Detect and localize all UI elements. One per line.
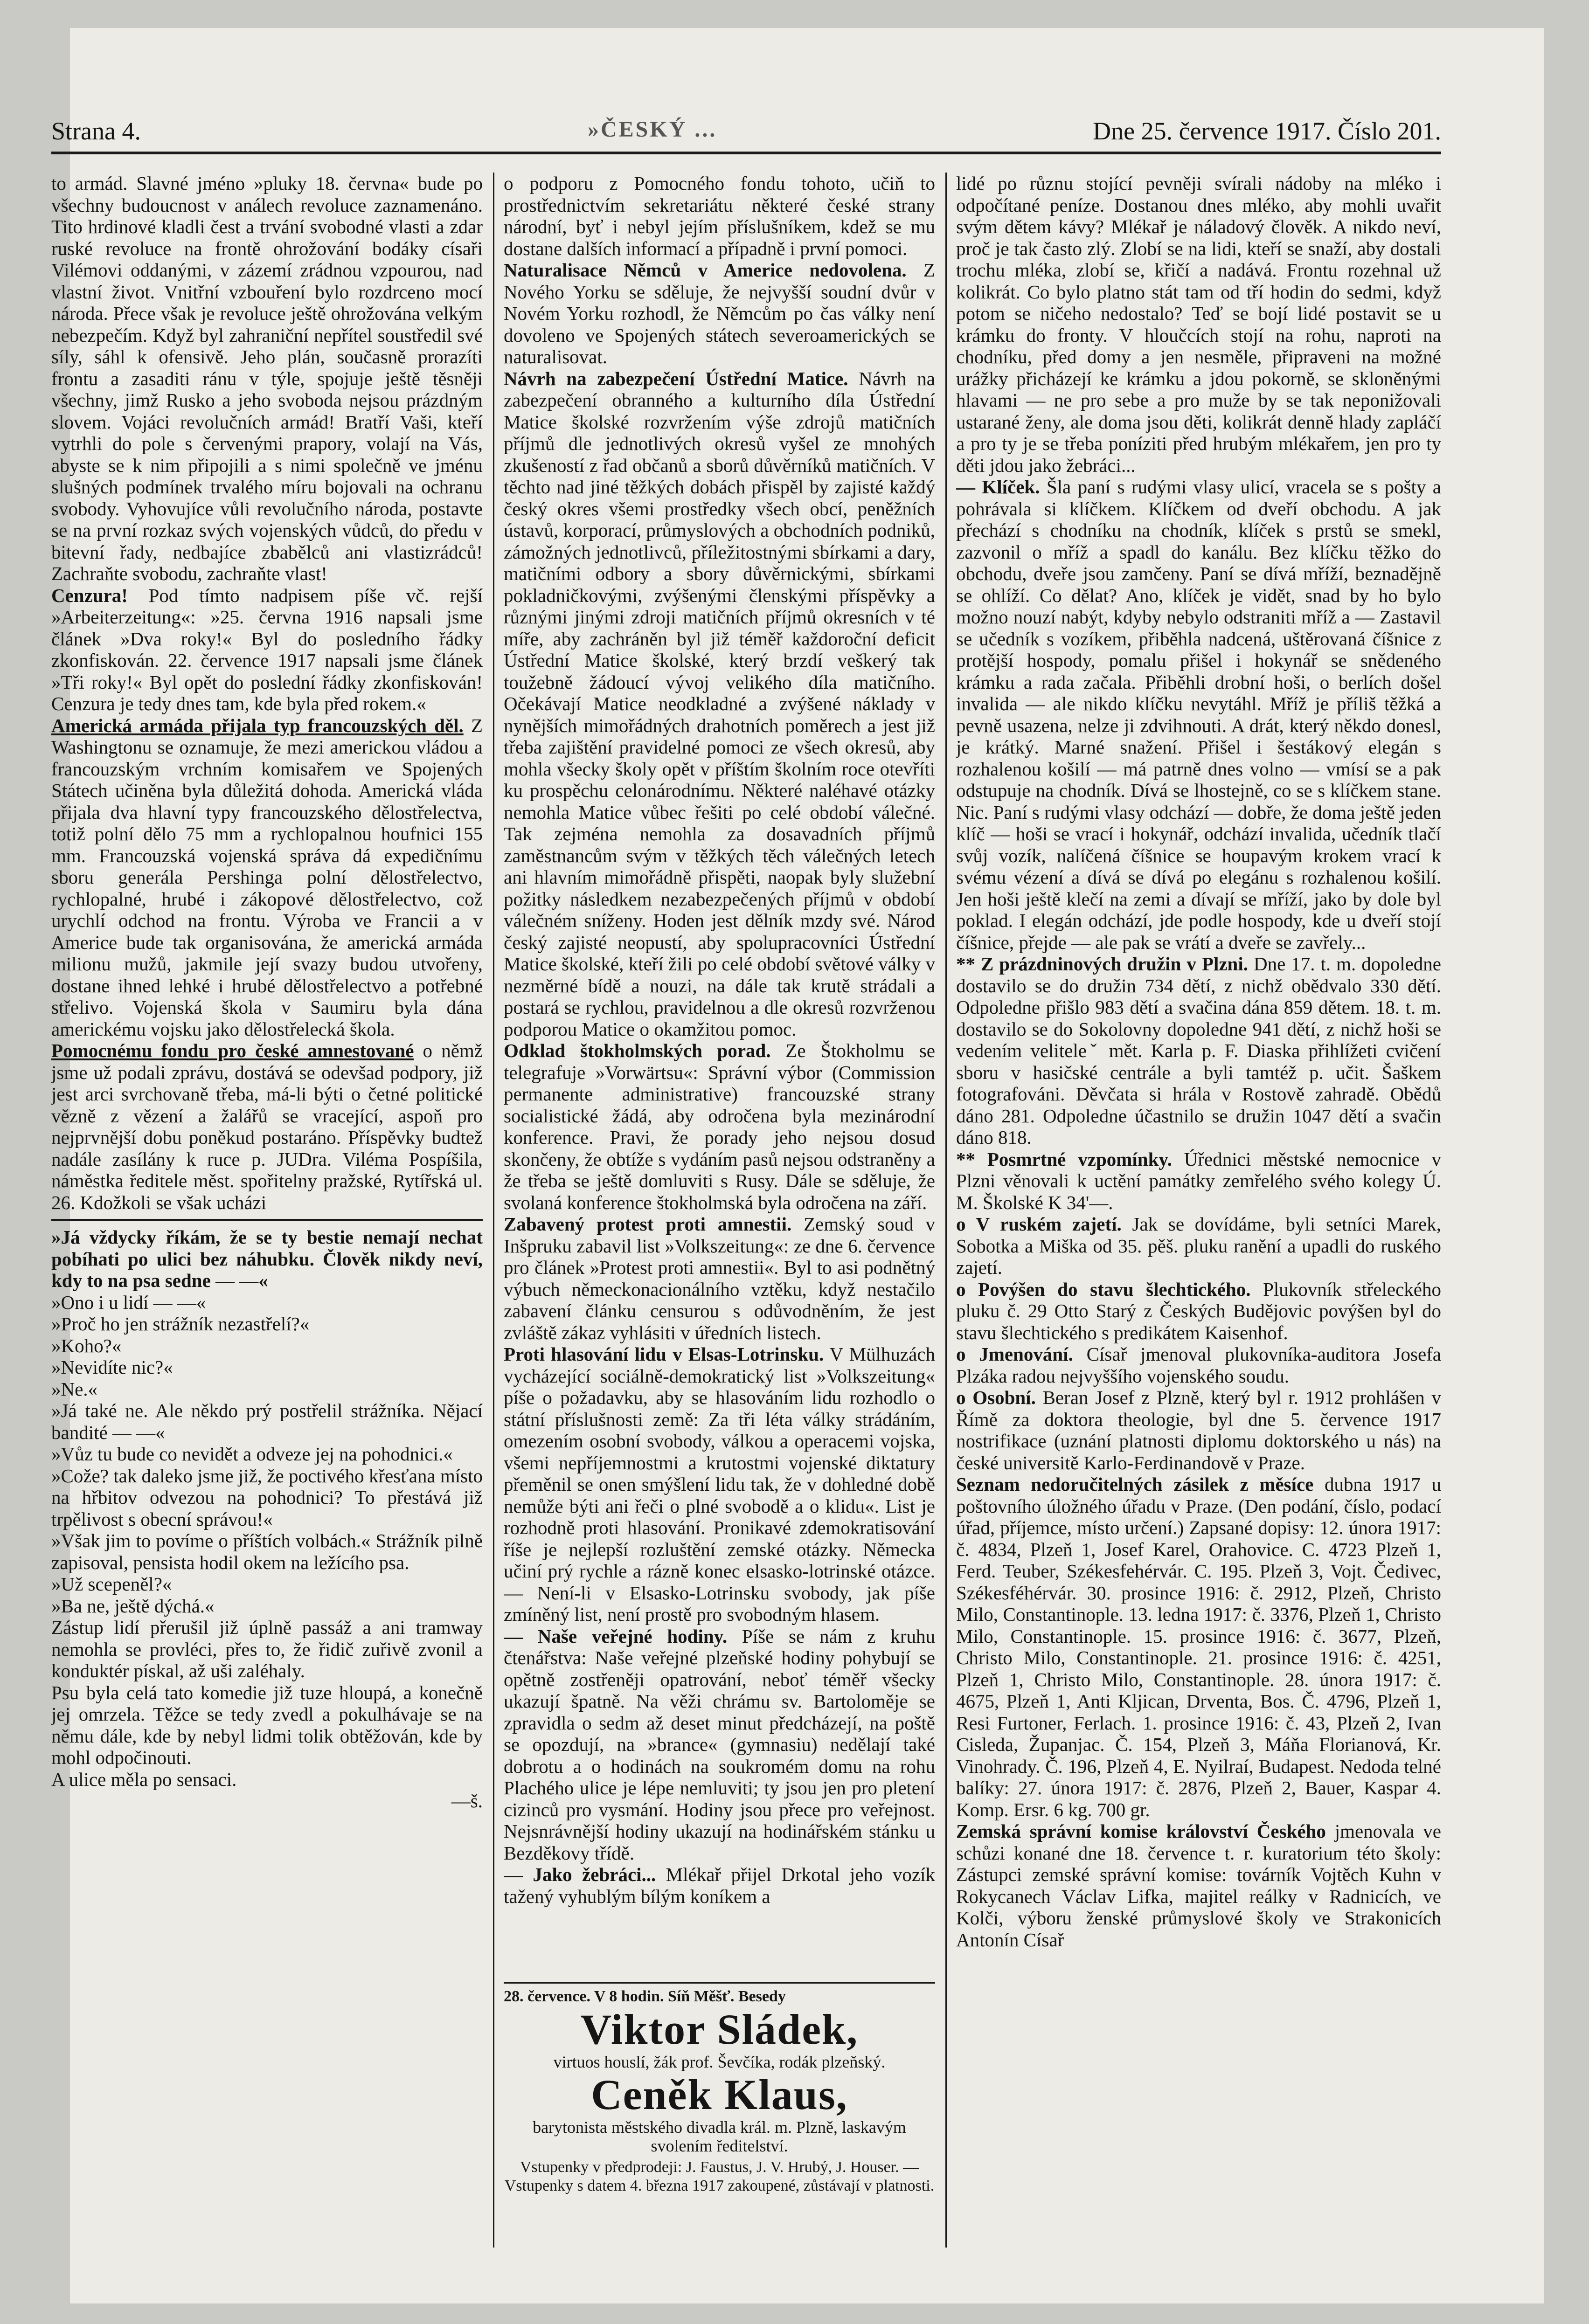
- story-line: »Ba ne, ještě dýchá.«: [51, 1595, 215, 1617]
- article-text: Plukovník střeleckého pluku č. 29 Otto Starý z Českých Budějovic povýšen byl do stavu šlechtického s predikátem Kaisenhof.: [956, 1278, 1441, 1343]
- column-divider: [945, 173, 947, 2248]
- article-title: — Jako žebráci...: [504, 1864, 656, 1885]
- story-line: A ulice měla po sensaci.: [51, 1768, 237, 1790]
- article-text: Zemský soud v Inšpruku zabavil list »Volkszeitung«: ze dne 6. července pro článek »Protest proti amnestii«. Byl to asi podnětný výbuch německonacionálního vztěku, když nestačilo zabavení článku censurou s odůvodněním, že jest zvláště zákaz vyhlásiti v úředních listech.: [504, 1213, 935, 1343]
- masthead-title: »ČESKÝ ...: [588, 117, 717, 142]
- article-text: Pod tímto nadpisem píše vč. rejší »Arbeiterzeitung«: »25. června 1916 napsali jsme článek »Dva roky!« Byl do posledního řádky zkonfiskován. 22. července 1917 napsali jsme článek »Tři roky!« Byl opět do poslední řádky zkonfiskován! Cenzura je tedy dnes tam, kde byla před rokem.«: [51, 584, 483, 714]
- story-line: »Cože? tak daleko jsme již, že poctivého křesťana místo na hřbitov odvezou na pohodnici? To přestává již trpělivost s obecní správou!«: [51, 1465, 483, 1530]
- ad-tickets: Vstupenky v předprodeji: J. Faustus, J. V. Hrubý, J. Houser. — Vstupenky s datem 4. března 1917 zakoupené, zůstávají v platnosti.: [504, 2158, 935, 2194]
- article-text: to armád. Slavné jméno »pluky 18. června« bude po všechny budoucnost v análech revoluce zaznamenáno. Tito hrdinové kladli čest a trvání svobodné vlasti a zdar ruské revoluce na frontě ohrožování bodáky císaři Vilémovi oddanými, v zázemí zrádnou vzpourou, nad vlastní život. Vnitřní vzbouření bylo rozdrceno mocí národa. Přece však je revoluce ještě ohrožována velkým nebezpečím. Když byl zahraniční nepřítel soustředil své síly, sáhl k ofensivě. Jeho plán, současně prorazíti frontu a zasaditi ránu v týle, spojuje ještě těsněji všechny, jimž Rusko a jeho svoboda nejsou prázdným slovem. Vojáci revolučních armád! Bratří Vaši, kteří vytrhli do pole s červenými prapory, volají na Vás, abyste se k nim připojili a s nimi společně ve jménu slušných podmínek trvalého míru bojovali na ochranu svobody. Vyhovujíce vůli revolučního národa, postavte se na první rozkaz svých vojenských vůdců, do předu v bitevní řady, nedbajíce zbabělců ani vlastizrádců! Zachraňte svobodu, zachraňte vlast!: [51, 173, 483, 584]
- article-text: V Mülhuzách vycházející sociálně-demokratický list »Volkszeitung« píše o požadavku, aby se hlasováním lidu rozhodlo o státní příslušnosti země: Za tři léta války strádáním, omezením osobní svobody, válkou a operacemi vojska, všemi nepříjemnostmi a krutostmi vojenské diktatury přeměnil se onen smýšlení lidu tak, že v dohledné době nemůže býti ani řeči o plné svobodě a o klidu«. List je rozhodně proti hlasování. Pronikavé zdemokratisování říše je nejlepší rozluštění zemské otázky. Německa učiní prý rychle a rázně konec elsasko-lotrinské otázce. — Není-li v Elsasko-Lotrinsku svobody, jak píše zmíněný list, není prostě pro svobodným hlasem.: [504, 1343, 935, 1625]
- article-title: Návrh na zabezpečení Ústřední Matice.: [504, 367, 848, 389]
- article-title: Proti hlasování lidu v Elsas-Lotrinsku.: [504, 1343, 824, 1365]
- story-line: »Já vždycky říkám, že se ty bestie nemají nechat pobíhati po ulici bez náhubku. Člověk nikdy neví, kdy to na psa sedne — —«: [51, 1226, 483, 1291]
- column-1: [51, 173, 483, 2248]
- article-title: Zabavený protest proti amnestii.: [504, 1213, 792, 1235]
- article-text: Návrh na zabezpečení obranného a kulturního díla Ústřední Matice školské rozvržením výše zdrojů matičních příjmů dle jednotlivých okresů vyšel ze mnohých zkušeností z řad občanů a sborů důvěrníků matičních. V těchto nad jiné těžkých dobách přispěl by zajisté každý český okres všemi prostředky všech obcí, peněžních ústavů, korporací, průmyslových a obchodních podniků, zámožných jednotlivců, příležitostnými sbírkami a dary, matičními odbory a sbory důvěrnickými, sbírkami pokladničkovými, zvýšenými členskými příspěvky a různými jinými zdroji matičních příjmů okresních v té míře, aby zachráněn byl již téměř každoroční deficit Ústřední Matice školské, který brzdí veškerý tak toužebně žádoucí vývoj velikého díla matičního. Očekávají Matice neodkladné a zvýšené náklady v nynějších mimořádných drahotních poměrech a jest již třeba zajištění pravidelné pomoci ze všech okresů, aby mohla všecky školy opět v příštím školním roce otevříti ku prospěchu celonárodnímu. Některé naléhavé otázky nemohla Matice vůbec řešiti po celé období válečné. Tak zejména nemohla za dosavadních příjmů zaměstnancům svým v těžkých těch válečných letech ani hlavním mimořádně přispěti, naopak byly služební požitky následkem nezabezpečených příjmů v období válečném sníženy. Hoden jest dělník mzdy své. Národ český zajisté neopustí, aby spolupracovníci Ústřední Matice školské, kteří žili po celé období světové války v nezměrné bídě a nouzi, na dále tak krutě strádali a postará se rychlou, pravidelnou a dle okresů rozvrženou podporou Matice o okamžitou pomoc.: [504, 367, 935, 1040]
- article-text: Šla paní s rudými vlasy ulicí, vracela se s pošty a pohrávala si klíčkem. Klíčkem od dveří obchodu. A jak přechází s chodníku na chodník, klíček s prstů se smekl, zazvonil o mříž a spadl do kanálu. Bez klíčku těžko do obchodu, dveře jsou zamčeny. Paní se dívá mříží, beznadějně se ohlíží. Co dělat? Ano, klíček je vidět, snad by ho bylo možno nouzí nabýt, kdyby nebylo odstraniti mříž a — Zastavil se učedník s vozíkem, přiběhla nadcená, uštěrovaná číšnice z protější hospody, pomalu přišel i hokynář se snědeného krámku a rada začala. Přiběhli drobní hoši, o berlích došel invalida — ale nikdo klíčku nevytáhl. Mříž je příliš těžká a pevně usazena, nelze ji zdvihnouti. A drát, který někdo donesl, je krátký. Marné snažení. Přišel i šestákový elegán s rozhalenou košilí — má patrně dnes volno — vmísí se a pak odstupuje na chodník. Dívá se lhostejně, co se s klíčkem stane. Nic. Paní s rudými vlasy odchází — dobře, že doma ještě jeden klíč — hoši se vrací i hokynář, odchází invalida, učedník tlačí svůj vozík, nalíčená číšnice se houpavým krokem vrací k svému vézení a dívá se dívá po elegánu s rozhalenou košilí. Jen hoši ještě klečí na zemi a dívají se mříží, jako by dole byl poklad. I elegán odchází, jde podle hospody, kde u dveří stojí číšnice, přejde — ale pak se vrátí a dveře se zavřely...: [956, 476, 1441, 953]
- article-title: Americká armáda přijala typ francouzských děl.: [51, 714, 464, 736]
- article-text: o němž jsme už podali zprávu, dostává se odevšad podpory, již jest arci svrchovaně třeba, má-li býti o četné politické vězně z vězení a žalářů se vracející, aspoň pro nejprvnější dobu poněkud postaráno. Příspěvky budtež nadále zasílány k ruce p. JUDra. Viléma Pospíšila, náměstka ředitele měst. spořitelny pražské, Rytířská ul. 26. Kdožkoli se však ucházi: [51, 1040, 483, 1213]
- article-text: dubna 1917 u poštovního úložného úřadu v Praze. (Den podání, číslo, podací úřad, příjemce, místo určení.) Zapsané dopisy: 12. února 1917: č. 4834, Plzeň 1, Josef Karel, Orahovice. C. 4723 Plzeň 1, Ferd. Teuber, Székesfehérvár. C. 195. Plzeň 3, Vojt. Čedivec, Székesféhérvár. 30. prosince 1916: č. 2912, Plzeň, Christo Milo, Constantinople. 13. ledna 1917: č. 3376, Plzeň 1, Christo Milo, Constantinople. 15. prosince 1916: č. 3677, Plzeň, Christo Milo, Constantinople. 21. prosince 1916: č. 4251, Plzeň 1, Christo Milo, Constantinople. 28. února 1917: č. 4675, Plzeň 1, Anti Kljican, Drventa, Bos. Č. 4796, Plzeň 1, Resi Furtoner, Ferlach. 1. prosince 1916: č. 43, Plzeň 2, Ivan Cisleda, Županjac. Č. 154, Plzeň 3, Máňa Florianová, Kr. Vinohrady. Č. 196, Plzeň 4, E. Nyilraí, Budapest. Nedoda telné balíky: 27. února 1917: č. 2876, Plzeň 2, Bauer, Kaspar 4. Komp. Ersr. 6 kg. 700 gr.: [956, 1473, 1441, 1820]
- page-number: Strana 4.: [51, 117, 141, 145]
- article-text: Píše se nám z kruhu čtenářstva: Naše veřejné plzeňské hodiny pohybují se opětně zostřeněji opatrování, neboť téměř všecky ukazují špatně. Na věži chrámu sv. Bartoloměje se zpravidla o sedm až deset minut předcházejí, na poště se opozdují, na »brance« (gymnasiu) nedělají také dobrotu a o hodinách na soukromém domu na rohu Plachého ulice je lépe nemluviti; ty jsou jen pro pletení cizinců pro vysmání. Hodiny jsou přece pro veřejnost. Nejsnrávnější hodiny ukazují na hodinářském stánku u Bezděkovy třídě.: [504, 1625, 935, 1864]
- story-line: Psu byla celá tato komedie již tuze hloupá, a konečně jej omrzela. Těžce se tedy zvedl a pokulhávaje se na němu dále, kde by nebyl lidmi tolik obtěžován, kde by mohl odpočinouti.: [51, 1681, 483, 1768]
- article-title: o Jmenování.: [956, 1343, 1073, 1365]
- article-text: Císař jmenoval plukovníka-auditora Josefa Plzáka radou nejvyššího vojenského soudu.: [956, 1343, 1441, 1387]
- ad-date: 28. července. V 8 hodin. Síň Měšť. Besedy: [504, 1988, 786, 2005]
- article-title: — Naše veřejné hodiny.: [504, 1625, 728, 1647]
- article-title: Pomocnému fondu pro české amnestované: [51, 1040, 414, 1061]
- article-text: Úřednici městské nemocnice v Plzni věnovali k uctění památky zemřelého svého kolegy Ú. M. Školské K 34'—.: [956, 1148, 1441, 1213]
- story-line: »Nevidíte nic?«: [51, 1356, 173, 1378]
- ad-performer-2-desc: barytonista městského divadla král. m. Plzně, laskavým svolením ředitelství.: [533, 2118, 906, 2155]
- article-text: Ze Štokholmu se telegrafuje »Vorwärtsu«: Správní výbor (Commission permanente administrative) francouzské strany socialistické žádá, aby odročena byla mezinárodní konference. Pravi, že porady jeho nejsou dosud skončeny, že obtíže s vydáním pasů nejsou odstraněny a že třeba se ještě domluviti s Rusy. Dále se sděluje, že svolaná konference štokholmská byla odročena na září.: [504, 1040, 935, 1213]
- article-text: o podporu z Pomocného fondu tohoto, učiň to prostřednictvím sekretariátu některé české strany národní, byť i nebyl jejím příslušníkem, kdež se mu dostane dalších informací a případně i první pomoci.: [504, 173, 935, 259]
- story-line: »Proč ho jen strážník nezastřelí?«: [51, 1313, 310, 1335]
- article-title: Naturalisace Němců v Americe nedovolena.: [504, 259, 907, 281]
- ad-rule: [504, 1982, 935, 1984]
- ad-performer-1: Viktor Sládek,: [580, 2006, 859, 2053]
- article-text: Mlékař přijel Drkotal jeho vozík tažený vyhublým bílým koníkem a: [504, 1864, 935, 1907]
- article-text: jmenovala ve schůzi konané dne 18. července t. r. kuratorium této školy: Zástupci zemské správní komise: továrník Vojtěch Kuhn v Rokycanech Václav Lifka, majitel reálky v Radnicích, ve Kolči, výboru ženské průmyslové školy ve Strakonicích Antonín Císař: [956, 1820, 1441, 1950]
- story-line: Zástup lidí přerušil již úplně passáž a ani tramway nemohla se provléci, přes to, že řidič zuřivě zvonil a konduktér pískal, až uši zaléhaly.: [51, 1617, 483, 1681]
- article-title: ** Z prázdninových družin v Plzni.: [956, 953, 1248, 975]
- story-line: »Už scepeněl?«: [51, 1573, 172, 1595]
- article-text: Dne 17. t. m. dopoledne dostavilo se do družin 734 dětí, z nichž obědvalo 330 dětí. Odpoledne přišlo 983 dětí a svačina dána 859 dětem. 18. t. m. dostavilo se do Sokolovny dopoledne 941 dětí, z nichž hoši se vedením veliteleˇ mět. Karla p. F. Diaska přihlížeti cvičení sboru v hasičské centrále a byli tamtéž p. učit. Šaškem fotografováni. Děvčata si hrála v Rostově zahradě. Obědů dáno 281. Odpoledne účastnilo se družin 1047 dětí a svačin dáno 818.: [956, 953, 1441, 1148]
- issue-date: Dne 25. července 1917. Číslo 201.: [1093, 117, 1441, 145]
- article-text: Beran Josef z Plzně, který byl r. 1912 prohlášen v Římě za doktora theologie, byl dne 5. července 1917 nostrifikace (uznání platnosti diplomu doktorského u nás) na české universitě Karlo-Ferdinandově v Praze.: [956, 1387, 1441, 1473]
- ad-performer-2: Ceněk Klaus,: [591, 2071, 848, 2118]
- section-divider: [51, 1219, 483, 1221]
- article-title: Zemská správní komise království Českého: [956, 1820, 1326, 1842]
- story-line: »Však jim to povíme o příštích volbách.« Strážník pilně zapisoval, pensista hodil okem na ležícího psa.: [51, 1530, 483, 1573]
- story-line: »Ne.«: [51, 1378, 98, 1400]
- ad-performer-1-desc: virtuos houslí, žák prof. Ševčíka, rodák plzeňský.: [553, 2053, 886, 2071]
- article-title: ** Posmrtné vzpomínky.: [956, 1148, 1172, 1170]
- feuilleton: [51, 1226, 483, 1812]
- article-title: — Klíček.: [956, 476, 1040, 498]
- article-title: Odklad štokholmských porad.: [504, 1040, 771, 1061]
- story-line: »Ono i u lidí — —«: [51, 1291, 206, 1313]
- concert-advertisement: [504, 1982, 935, 2243]
- column-divider: [493, 173, 494, 2248]
- story-line: »Já také ne. Ale někdo prý postřelil strážníka. Nějací bandité — —«: [51, 1400, 483, 1443]
- column-3: [956, 173, 1441, 2248]
- article-text: Z Nového Yorku se sděluje, že nejvyšší soudní dvůr v Novém Yorku rozhodl, že Němcům po čas války není dovoleno ve Spojených státech severoamerických se naturalisovat.: [504, 259, 935, 367]
- article-title: Seznam nedoručitelných zásilek z měsíce: [956, 1473, 1314, 1495]
- article-text: Jak se dovídáme, byli setníci Marek, Sobotka a Miška od 35. pěš. pluku ranění a upadli do ruského zajetí.: [956, 1213, 1441, 1278]
- article-title: o Povýšen do stavu šlechtického.: [956, 1278, 1251, 1300]
- article-text: Z Washingtonu se oznamuje, že mezi americkou vládou a francouzským vrchním komisařem ve Spojených Státech učiněna byla důležitá dohoda. Americká vláda přijala dva hlavní typy francouzského dělostřelectva, totiž polní dělo 75 mm a rychlopalnou houfnici 155 mm. Francouzská vojenská správa dá expedičnímu sboru generála Pershinga polní dělostřelectvo, rychlopalné, hrubé i zákopové dělostřelectvo, což urychlí odchod na frontu. Výroba ve Francii a v Americe bude tak organisována, že americká armáda milionu mužů, jakmile její svazy budou utvořeny, dostane ihned lehké i hrubé dělostřelectvo a potřebné střelivo. Vojenská škola v Saumiru byla dána americkému vojsku jako dělostřelecká škola.: [51, 714, 483, 1040]
- story-line: »Vůz tu bude co nevidět a odveze jej na pohodnici.«: [51, 1443, 453, 1465]
- page-header: [51, 117, 1441, 154]
- article-title: o V ruském zajetí.: [956, 1213, 1122, 1235]
- story-line: »Koho?«: [51, 1335, 122, 1356]
- article-text: lidé po různu stojící pevněji svírali nádoby na mléko i odpočítané peníze. Dostanou dnes mléko, aby mohli uvařit svým dětem kávy? Mlékař je náladový člověk. A nikdo neví, proč je tak často zlý. Zlobí se na lidi, kteří se snaží, aby dostali trochu mléka, zlobí se, křičí a nadává. Frontu rozehnal už kolikrát. Co bylo platno stát tam od tří hodin do sedmi, když potom se ničeho nedostalo? Teď se bojí lidé postavit se u krámku do fronty. V hloučcích stojí na rohu, naproti na chodníku, před domy a jen nesměle, připraveni na možné urážky přicházejí ke krámku a jdou pokorně, se skloněnými hlavami — ne pro sebe a pro muže by se tak neponižovali ustarané ženy, ale doma jsou děti, kolikrát denně hlady zapláčí a pro ty je se třeba poníziti před hrubým mlékařem, jen pro ty děti jdou jako žebráci...: [956, 173, 1441, 476]
- story-signature: —š.: [451, 1790, 483, 1812]
- header-rule: [51, 152, 1441, 154]
- column-2: [504, 173, 935, 1972]
- article-title: o Osobní.: [956, 1387, 1036, 1408]
- article-title: Cenzura!: [51, 584, 128, 606]
